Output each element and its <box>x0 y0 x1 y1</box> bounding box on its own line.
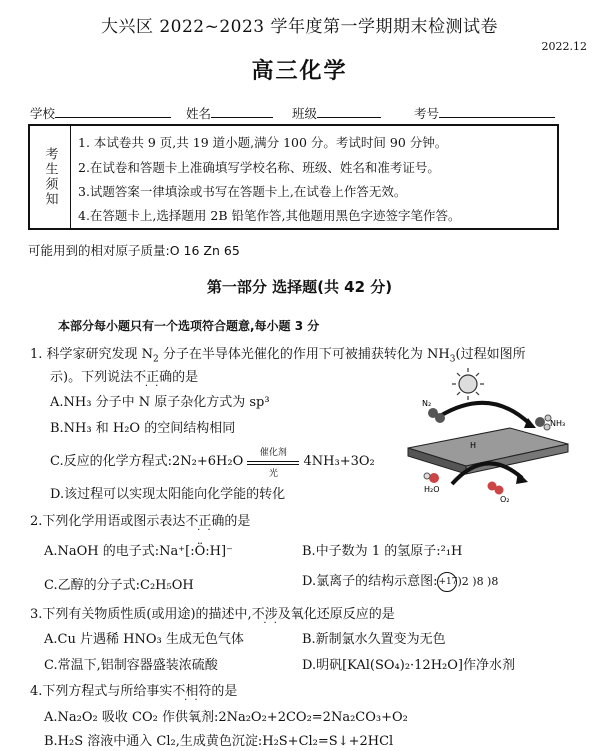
q1-stem-c: (过程如图所 <box>455 347 526 362</box>
q3-option-a: A.Cu 片遇稀 HNO₃ 生成无色气体 <box>44 632 244 647</box>
q4-option-a: A.Na₂O₂ 吸收 CO₂ 作供氧剂:2Na₂O₂+2CO₂=2Na₂CO₃+O₂ <box>44 710 408 725</box>
q3-option-d: D.明矾[KAl(SO₄)₂·12H₂O]作净水剂 <box>302 658 515 673</box>
q1-option-b: B.NH₃ 和 H₂O 的空间结构相同 <box>50 421 236 436</box>
field-id-label: 考号 <box>414 106 440 121</box>
h-label: H <box>470 441 477 450</box>
q3-stem-b: 氧化还原反应的是 <box>290 607 395 622</box>
field-id <box>414 104 555 122</box>
class-blank <box>317 105 381 118</box>
q1-stem-a: 1. 科学家研究发现 N <box>30 347 154 362</box>
part-title: 第一部分 选择题(共 42 分) <box>206 278 393 296</box>
field-class <box>292 104 381 122</box>
q2-option-c: C.乙醇的分子式:C₂H₅OH <box>44 578 194 593</box>
nh3-label: NH₃ <box>550 419 566 428</box>
q3-stem <box>30 603 395 622</box>
field-school-label: 学校 <box>30 106 56 121</box>
q1-stem2-b: 的是 <box>172 370 199 385</box>
field-school <box>30 104 171 122</box>
n2-molecule <box>428 408 445 423</box>
q4-stem <box>30 680 237 699</box>
q1-emphasis: 不正确 · · <box>133 370 172 385</box>
notice-label: 考生须知 <box>42 147 58 207</box>
q3-option-c: C.常温下,铝制容器盛装浓硫酸 <box>44 658 218 673</box>
id-blank <box>439 105 555 118</box>
q2-stem-b: 的是 <box>224 514 251 529</box>
q1-photocatalysis-figure <box>400 366 576 506</box>
q1-light-label: 光 <box>268 468 278 479</box>
q2-stem-a: 2.下列化学用语或图示表达 <box>30 514 186 529</box>
q3-option-b: B.新制氯水久置变为无色 <box>302 632 446 647</box>
notice-label-cell <box>30 126 71 228</box>
notice-rule-3: 3.试题答案一律填涂或书写在答题卡上,在试卷上作答无效。 <box>78 184 407 199</box>
sun-icon <box>452 368 484 400</box>
q1-reaction-arrow <box>247 447 299 479</box>
field-class-label: 班级 <box>292 106 318 121</box>
q1-stem: 1. 科学家研究发现 $N_2$ 分子在半导体光催化的作用下可被捕获转化为 $NH_3$(过程如图所 <box>30 347 526 365</box>
q2-option-b: B.中子数为 1 的氢原子:²₁H <box>302 544 463 559</box>
q3-stem-a: 3.下列有关物质性质(或用途)的描述中, <box>30 607 252 622</box>
subject-title: 高三化学 <box>251 58 348 84</box>
field-name <box>186 104 273 122</box>
q1-option-c-lhs: C.反应的化学方程式:2N₂+6H₂O <box>50 454 244 469</box>
q1-stem-b: 分子在半导体光催化的作用下可被捕获转化为 NH <box>158 347 450 362</box>
name-blank <box>211 105 273 118</box>
notice-rule-2: 2.在试卷和答题卡上准确填写学校名称、班级、姓名和准考证号。 <box>78 160 440 175</box>
atomic-mass-note: 可能用到的相对原子质量:O 16 Zn 65 <box>28 243 240 258</box>
q1-option-c <box>50 447 375 479</box>
q1-stem-line2 <box>50 366 198 385</box>
q1-option-d: D.该过程可以实现太阳能向化学能的转化 <box>50 487 286 502</box>
o2-molecule <box>488 482 504 495</box>
q1-option-a: A.NH₃ 分子中 N 原子杂化方式为 sp³ <box>50 395 270 410</box>
school-blank <box>55 105 171 118</box>
notice-rule-1: 1. 本试卷共 9 页,共 19 道小题,满分 100 分。考试时间 90 分钟。 <box>78 135 448 150</box>
exam-date: 2022.12 <box>541 40 587 53</box>
q2-emphasis: 不正确 · · <box>185 514 224 529</box>
q2-option-d-text: D.氯离子的结构示意图: <box>302 574 438 589</box>
q4-emphasis: 不相符 · · <box>172 684 211 699</box>
q4-option-b: B.H₂S 溶液中通入 Cl₂,生成黄色沉淀:H₂S+Cl₂=S↓+2HCl <box>44 734 394 749</box>
q2-stem <box>30 510 250 529</box>
n2-label: N₂ <box>422 399 432 408</box>
q1-option-c-rhs: 4NH₃+3O₂ <box>303 454 375 469</box>
q1-stem2-a: 示)。下列说法 <box>50 370 134 385</box>
n2-to-nh3-arrow <box>440 403 530 424</box>
nh3-molecule <box>535 415 551 430</box>
h2o-label: H₂O <box>424 485 440 494</box>
chloride-shells: )2 )8 )8 <box>457 575 499 588</box>
chloride-nucleus: +17 <box>437 572 457 592</box>
q4-stem-b: 的是 <box>211 684 238 699</box>
field-name-label: 姓名 <box>186 106 212 121</box>
q2-option-d <box>302 570 498 592</box>
part-note: 本部分每小题只有一个选项符合题意,每小题 3 分 <box>58 319 320 333</box>
semiconductor-plate <box>408 428 568 474</box>
q1-catalyst-label: 催化剂 <box>259 447 287 458</box>
exam-title: 大兴区 2022~2023 学年度第一学期期末检测试卷 <box>100 17 499 37</box>
q2-option-a: A.NaOH 的电子式:Na⁺[:Ö:H]⁻ <box>44 544 233 559</box>
h2o-molecule <box>424 473 439 483</box>
q4-stem-a: 4.下列方程式与所给事实 <box>30 684 173 699</box>
notice-rule-4: 4.在答题卡上,选择题用 2B 铅笔作答,其他题用黑色字迹签字笔作答。 <box>78 208 461 223</box>
q3-emphasis: 不涉及 · · <box>252 607 291 622</box>
o2-label: O₂ <box>500 495 510 504</box>
